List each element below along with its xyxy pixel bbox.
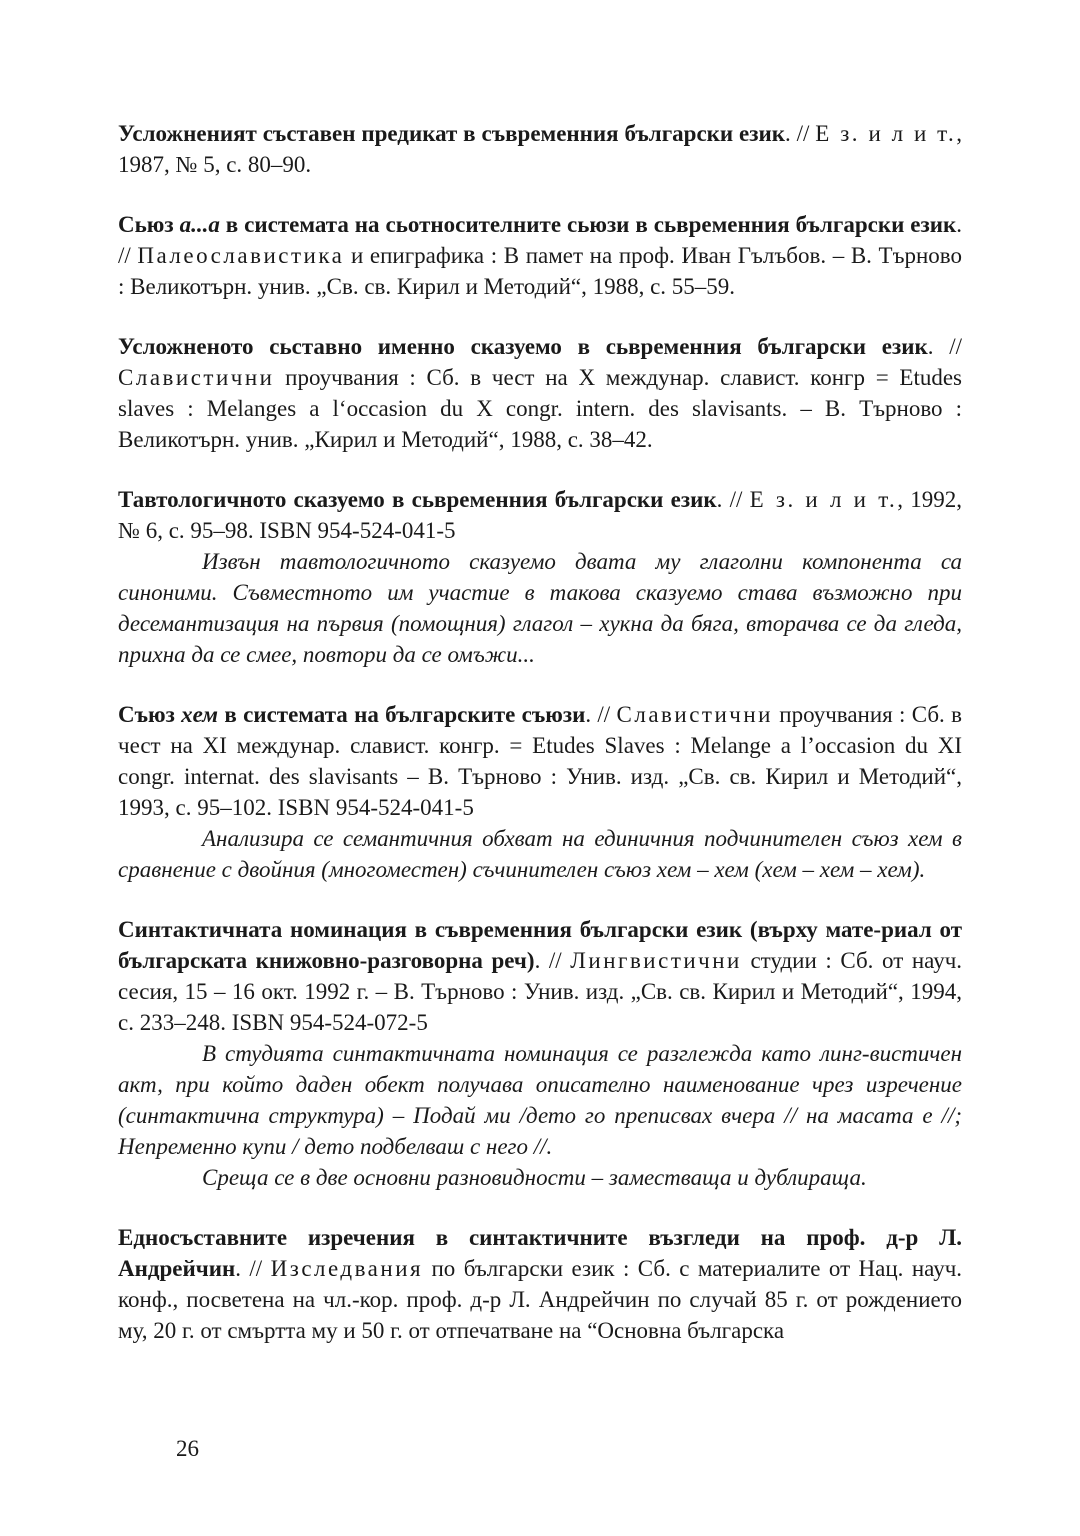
entry-title: Усложненото сьставно именно сказуемо в сьвременния български език (118, 334, 928, 359)
entry-source: Изследвания (270, 1256, 424, 1281)
entry-details: и епиграфика : В памет на проф. Иван Гълъбов. – В. Търново : Великотърн. унив. „Св. св. Кирил и Методий“, 1988, с. 55–59. (118, 243, 962, 299)
entry-title: Тавтологичното сказуемо в сьвременния български език (118, 487, 717, 512)
bibliography-page (118, 118, 962, 1375)
bibliography-entry (118, 209, 962, 302)
entry-citation (118, 209, 962, 302)
bibliography-entry (118, 1222, 962, 1346)
entry-separator: . // (235, 1256, 271, 1281)
entry-separator: . // (118, 212, 962, 268)
entry-source: Славистични (118, 365, 275, 390)
entry-citation (118, 118, 962, 180)
entry-source: Палеославистика (137, 243, 345, 268)
entry-source: Е з. и л и т. (749, 487, 898, 512)
entry-separator: . // (716, 487, 750, 512)
entry-source: Славистични (616, 702, 773, 727)
entry-details: , 1987, № 5, с. 80–90. (118, 121, 962, 177)
entry-abstract: В студията синтактичната номинация се разглежда като линг-вистичен акт, при който даден обект получава описателно наименование чрез изречение (синтактична структура) – Подай ми /дето го преписвах вчера // на масата е //; Непременно купи / дето подбелваш с него //. (118, 1041, 962, 1159)
entry-abstract: Извън тавтологичното сказуемо двата му глаголни компонента са синоними. Съвместното им участие в такова сказуемо става възможно при десемантизация на първия (помощния) глагол – хукна да бяга, вторачва се да гледа, прихна да се смее, повтори да се омъжи... (118, 549, 962, 667)
bibliography-entry (118, 699, 962, 885)
entry-title-italic-term: хем (181, 702, 219, 727)
entry-title: Синтактичната номинация в съвременния български език (върху мате-риал от българската книжовно-разговорна реч) (118, 917, 962, 973)
entry-details: по български език : Сб. с материалите от Нац. науч. конф., посветена на чл.-кор. проф. д-р Л. Андрейчин по случай 85 г. от рождението му, 20 г. от смъртта му и 50 г. от отпечатване на “Основна българска (118, 1256, 963, 1343)
entry-separator: . // (585, 702, 617, 727)
entry-details: проучвания : Сб. в чест на XI междунар. славист. конгр. = Etudes Slaves : Melange a l’occasion du XI congr. internat. des slavisants – В. Търново : Унив. изд. „Св. св. Кирил и Методий“, 1993, с. 95–102. ISBN 954-524-041-5 (118, 702, 962, 820)
entry-separator: . // (927, 334, 962, 359)
bibliography-entry (118, 118, 962, 180)
bibliography-entry (118, 914, 962, 1193)
entry-title-part: Съюз (118, 702, 182, 727)
entry-details: студии : Сб. от науч. сесия, 15 – 16 окт. 1992 г. – В. Търново : Унив. изд. „Св. св. Кирил и Методий“, 1994, с. 233–248. ISBN 954-524-072-5 (118, 948, 963, 1035)
entry-details: проучвания : Сб. в чест на X междунар. славист. конгр = Etudes slaves : Melanges a l‘occasion du X congr. intern. des slavisants. – В. Търново : Великотърн. унив. „Кирил и Методий“, 1988, с. 38–42. (118, 365, 962, 452)
bibliography-entry (118, 331, 962, 455)
page-number: 26 (176, 1436, 199, 1461)
bibliography-entry (118, 484, 962, 670)
entry-abstract-continued: Среща се в две основни разновидности – заместваща и дублираща. (202, 1165, 867, 1190)
entry-separator: . // (785, 121, 816, 146)
entry-citation (118, 331, 962, 455)
entry-separator: . // (534, 948, 571, 973)
entry-citation (118, 484, 962, 546)
entry-abstract: Анализира се семантичния обхват на единичния подчинителен съюз хем в сравнение с двойния (многоместен) съчинителен съюз хем – хем (хем – хем – хем). (118, 826, 962, 882)
entry-title-part: в системата на сьотносителните сьюзи в сьвременния български език (219, 212, 957, 237)
entry-title-part: Сьюз (118, 212, 180, 237)
entry-citation (118, 699, 962, 823)
entry-title-part: в системата на българските съюзи (218, 702, 586, 727)
entry-details: , 1992, № 6, с. 95–98. ISBN 954-524-041-5 (118, 487, 962, 543)
entry-source: Лингвистични (570, 948, 742, 973)
entry-title: Усложненият съставен предикат в съвременния български език (118, 121, 785, 146)
entry-citation (118, 914, 962, 1038)
entry-source: Е з. и л и т. (815, 121, 957, 146)
entry-title-italic-term: а...а (179, 212, 220, 237)
entry-title: Едносъставните изречения в синтактичните възгледи на проф. д-р Л. Андрейчин (118, 1225, 962, 1281)
entry-citation (118, 1222, 962, 1346)
